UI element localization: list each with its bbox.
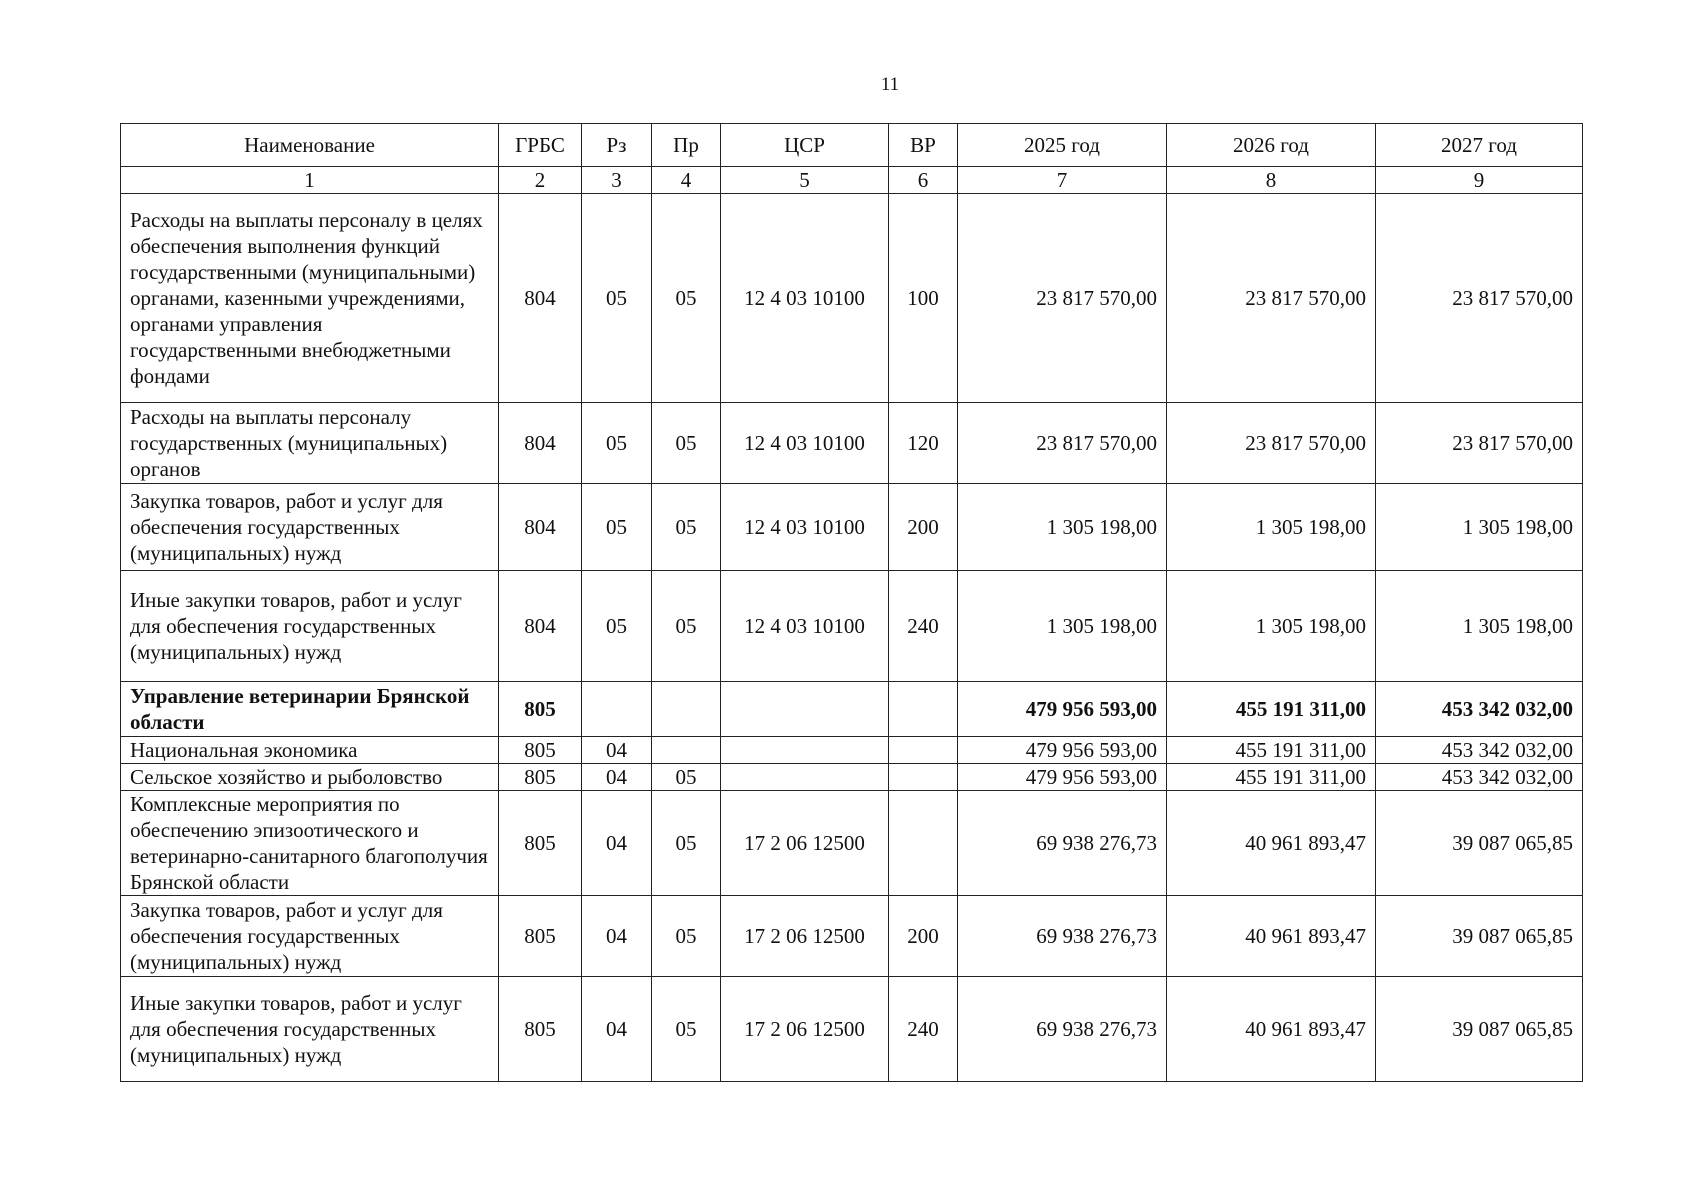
cell-rz: 04	[582, 737, 652, 764]
cell-csr: 17 2 06 12500	[721, 896, 889, 977]
cell-2027: 23 817 570,00	[1376, 403, 1583, 484]
cell-pr: 05	[652, 403, 721, 484]
cell-grbs: 805	[499, 896, 582, 977]
cell-2026: 40 961 893,47	[1167, 896, 1376, 977]
cell-2027: 39 087 065,85	[1376, 791, 1583, 896]
cell-csr: 12 4 03 10100	[721, 484, 889, 571]
cell-2026: 23 817 570,00	[1167, 194, 1376, 403]
table-row	[121, 194, 1583, 403]
cell-2027: 23 817 570,00	[1376, 194, 1583, 403]
cell-2027: 1 305 198,00	[1376, 571, 1583, 682]
cell-pr: 05	[652, 896, 721, 977]
column-number: 8	[1167, 167, 1376, 194]
table-row	[121, 977, 1583, 1082]
cell-rz: 04	[582, 764, 652, 791]
cell-grbs: 805	[499, 737, 582, 764]
cell-2026: 1 305 198,00	[1167, 571, 1376, 682]
column-header-pr: Пр	[652, 124, 721, 167]
cell-vr: 100	[889, 194, 958, 403]
cell-2027: 39 087 065,85	[1376, 896, 1583, 977]
cell-2025: 479 956 593,00	[958, 682, 1167, 737]
page-number: 11	[880, 74, 900, 95]
column-number: 2	[499, 167, 582, 194]
column-number: 3	[582, 167, 652, 194]
cell-name: Иные закупки товаров, работ и услуг для обеспечения государственных (муниципальных) нужд	[121, 977, 499, 1082]
table-row-section	[121, 682, 1583, 737]
cell-vr	[889, 764, 958, 791]
cell-vr: 240	[889, 977, 958, 1082]
cell-name: Сельское хозяйство и рыболовство	[121, 764, 499, 791]
cell-2026: 455 191 311,00	[1167, 737, 1376, 764]
cell-2027: 39 087 065,85	[1376, 977, 1583, 1082]
cell-grbs: 804	[499, 571, 582, 682]
table-row	[121, 896, 1583, 977]
table-row	[121, 737, 1583, 764]
cell-2027: 453 342 032,00	[1376, 682, 1583, 737]
column-number: 4	[652, 167, 721, 194]
cell-grbs: 805	[499, 791, 582, 896]
table-row	[121, 403, 1583, 484]
cell-grbs: 804	[499, 194, 582, 403]
cell-grbs: 805	[499, 682, 582, 737]
cell-name: Комплексные мероприятия по обеспечению эпизоотического и ветеринарно-санитарного благополучия Брянской области	[121, 791, 499, 896]
table-row	[121, 791, 1583, 896]
cell-rz: 05	[582, 403, 652, 484]
cell-2025: 69 938 276,73	[958, 977, 1167, 1082]
column-number: 1	[121, 167, 499, 194]
cell-grbs: 805	[499, 977, 582, 1082]
cell-vr: 120	[889, 403, 958, 484]
cell-2026: 40 961 893,47	[1167, 791, 1376, 896]
column-number: 7	[958, 167, 1167, 194]
cell-grbs: 804	[499, 484, 582, 571]
cell-2026: 40 961 893,47	[1167, 977, 1376, 1082]
cell-rz: 04	[582, 791, 652, 896]
cell-2025: 69 938 276,73	[958, 896, 1167, 977]
cell-pr	[652, 737, 721, 764]
cell-vr: 200	[889, 484, 958, 571]
cell-2027: 453 342 032,00	[1376, 764, 1583, 791]
column-header-csr: ЦСР	[721, 124, 889, 167]
cell-csr: 17 2 06 12500	[721, 977, 889, 1082]
cell-name: Расходы на выплаты персоналу государственных (муниципальных) органов	[121, 403, 499, 484]
cell-csr: 12 4 03 10100	[721, 403, 889, 484]
cell-2026: 455 191 311,00	[1167, 764, 1376, 791]
cell-2026: 1 305 198,00	[1167, 484, 1376, 571]
cell-pr: 05	[652, 194, 721, 403]
table-row	[121, 764, 1583, 791]
cell-csr: 12 4 03 10100	[721, 571, 889, 682]
cell-csr: 12 4 03 10100	[721, 194, 889, 403]
column-header-2027: 2027 год	[1376, 124, 1583, 167]
cell-2025: 479 956 593,00	[958, 737, 1167, 764]
cell-name: Иные закупки товаров, работ и услуг для обеспечения государственных (муниципальных) нужд	[121, 571, 499, 682]
cell-pr: 05	[652, 764, 721, 791]
cell-2025: 1 305 198,00	[958, 484, 1167, 571]
column-header-grbs: ГРБС	[499, 124, 582, 167]
cell-vr: 240	[889, 571, 958, 682]
column-number: 5	[721, 167, 889, 194]
cell-vr: 200	[889, 896, 958, 977]
column-header-rz: Рз	[582, 124, 652, 167]
cell-grbs: 804	[499, 403, 582, 484]
cell-vr	[889, 737, 958, 764]
cell-2025: 23 817 570,00	[958, 194, 1167, 403]
column-number-row	[121, 167, 1583, 194]
cell-2025: 23 817 570,00	[958, 403, 1167, 484]
cell-rz: 05	[582, 194, 652, 403]
cell-csr	[721, 764, 889, 791]
cell-name: Расходы на выплаты персоналу в целях обеспечения выполнения функций государственными (муниципальными) органами, казенными учреждениями, органами управления государственными внебюджетными фондами	[121, 194, 499, 403]
column-header-2025: 2025 год	[958, 124, 1167, 167]
column-header-vr: ВР	[889, 124, 958, 167]
cell-name: Закупка товаров, работ и услуг для обеспечения государственных (муниципальных) нужд	[121, 484, 499, 571]
header-row	[121, 124, 1583, 167]
cell-vr	[889, 791, 958, 896]
cell-pr: 05	[652, 791, 721, 896]
cell-pr	[652, 682, 721, 737]
cell-name: Закупка товаров, работ и услуг для обеспечения государственных (муниципальных) нужд	[121, 896, 499, 977]
cell-csr	[721, 682, 889, 737]
cell-pr: 05	[652, 571, 721, 682]
cell-pr: 05	[652, 484, 721, 571]
column-header-name: Наименование	[121, 124, 499, 167]
cell-2026: 455 191 311,00	[1167, 682, 1376, 737]
cell-pr: 05	[652, 977, 721, 1082]
column-number: 9	[1376, 167, 1583, 194]
cell-name: Управление ветеринарии Брянской области	[121, 682, 499, 737]
budget-table	[120, 123, 1583, 1082]
column-header-2026: 2026 год	[1167, 124, 1376, 167]
cell-2027: 1 305 198,00	[1376, 484, 1583, 571]
column-number: 6	[889, 167, 958, 194]
cell-vr	[889, 682, 958, 737]
cell-2027: 453 342 032,00	[1376, 737, 1583, 764]
table-row	[121, 484, 1583, 571]
cell-name: Национальная экономика	[121, 737, 499, 764]
cell-rz: 05	[582, 484, 652, 571]
cell-rz: 04	[582, 896, 652, 977]
cell-2025: 69 938 276,73	[958, 791, 1167, 896]
cell-2025: 479 956 593,00	[958, 764, 1167, 791]
cell-rz	[582, 682, 652, 737]
cell-grbs: 805	[499, 764, 582, 791]
cell-rz: 05	[582, 571, 652, 682]
cell-2025: 1 305 198,00	[958, 571, 1167, 682]
cell-csr: 17 2 06 12500	[721, 791, 889, 896]
cell-csr	[721, 737, 889, 764]
cell-2026: 23 817 570,00	[1167, 403, 1376, 484]
cell-rz: 04	[582, 977, 652, 1082]
table-row	[121, 571, 1583, 682]
